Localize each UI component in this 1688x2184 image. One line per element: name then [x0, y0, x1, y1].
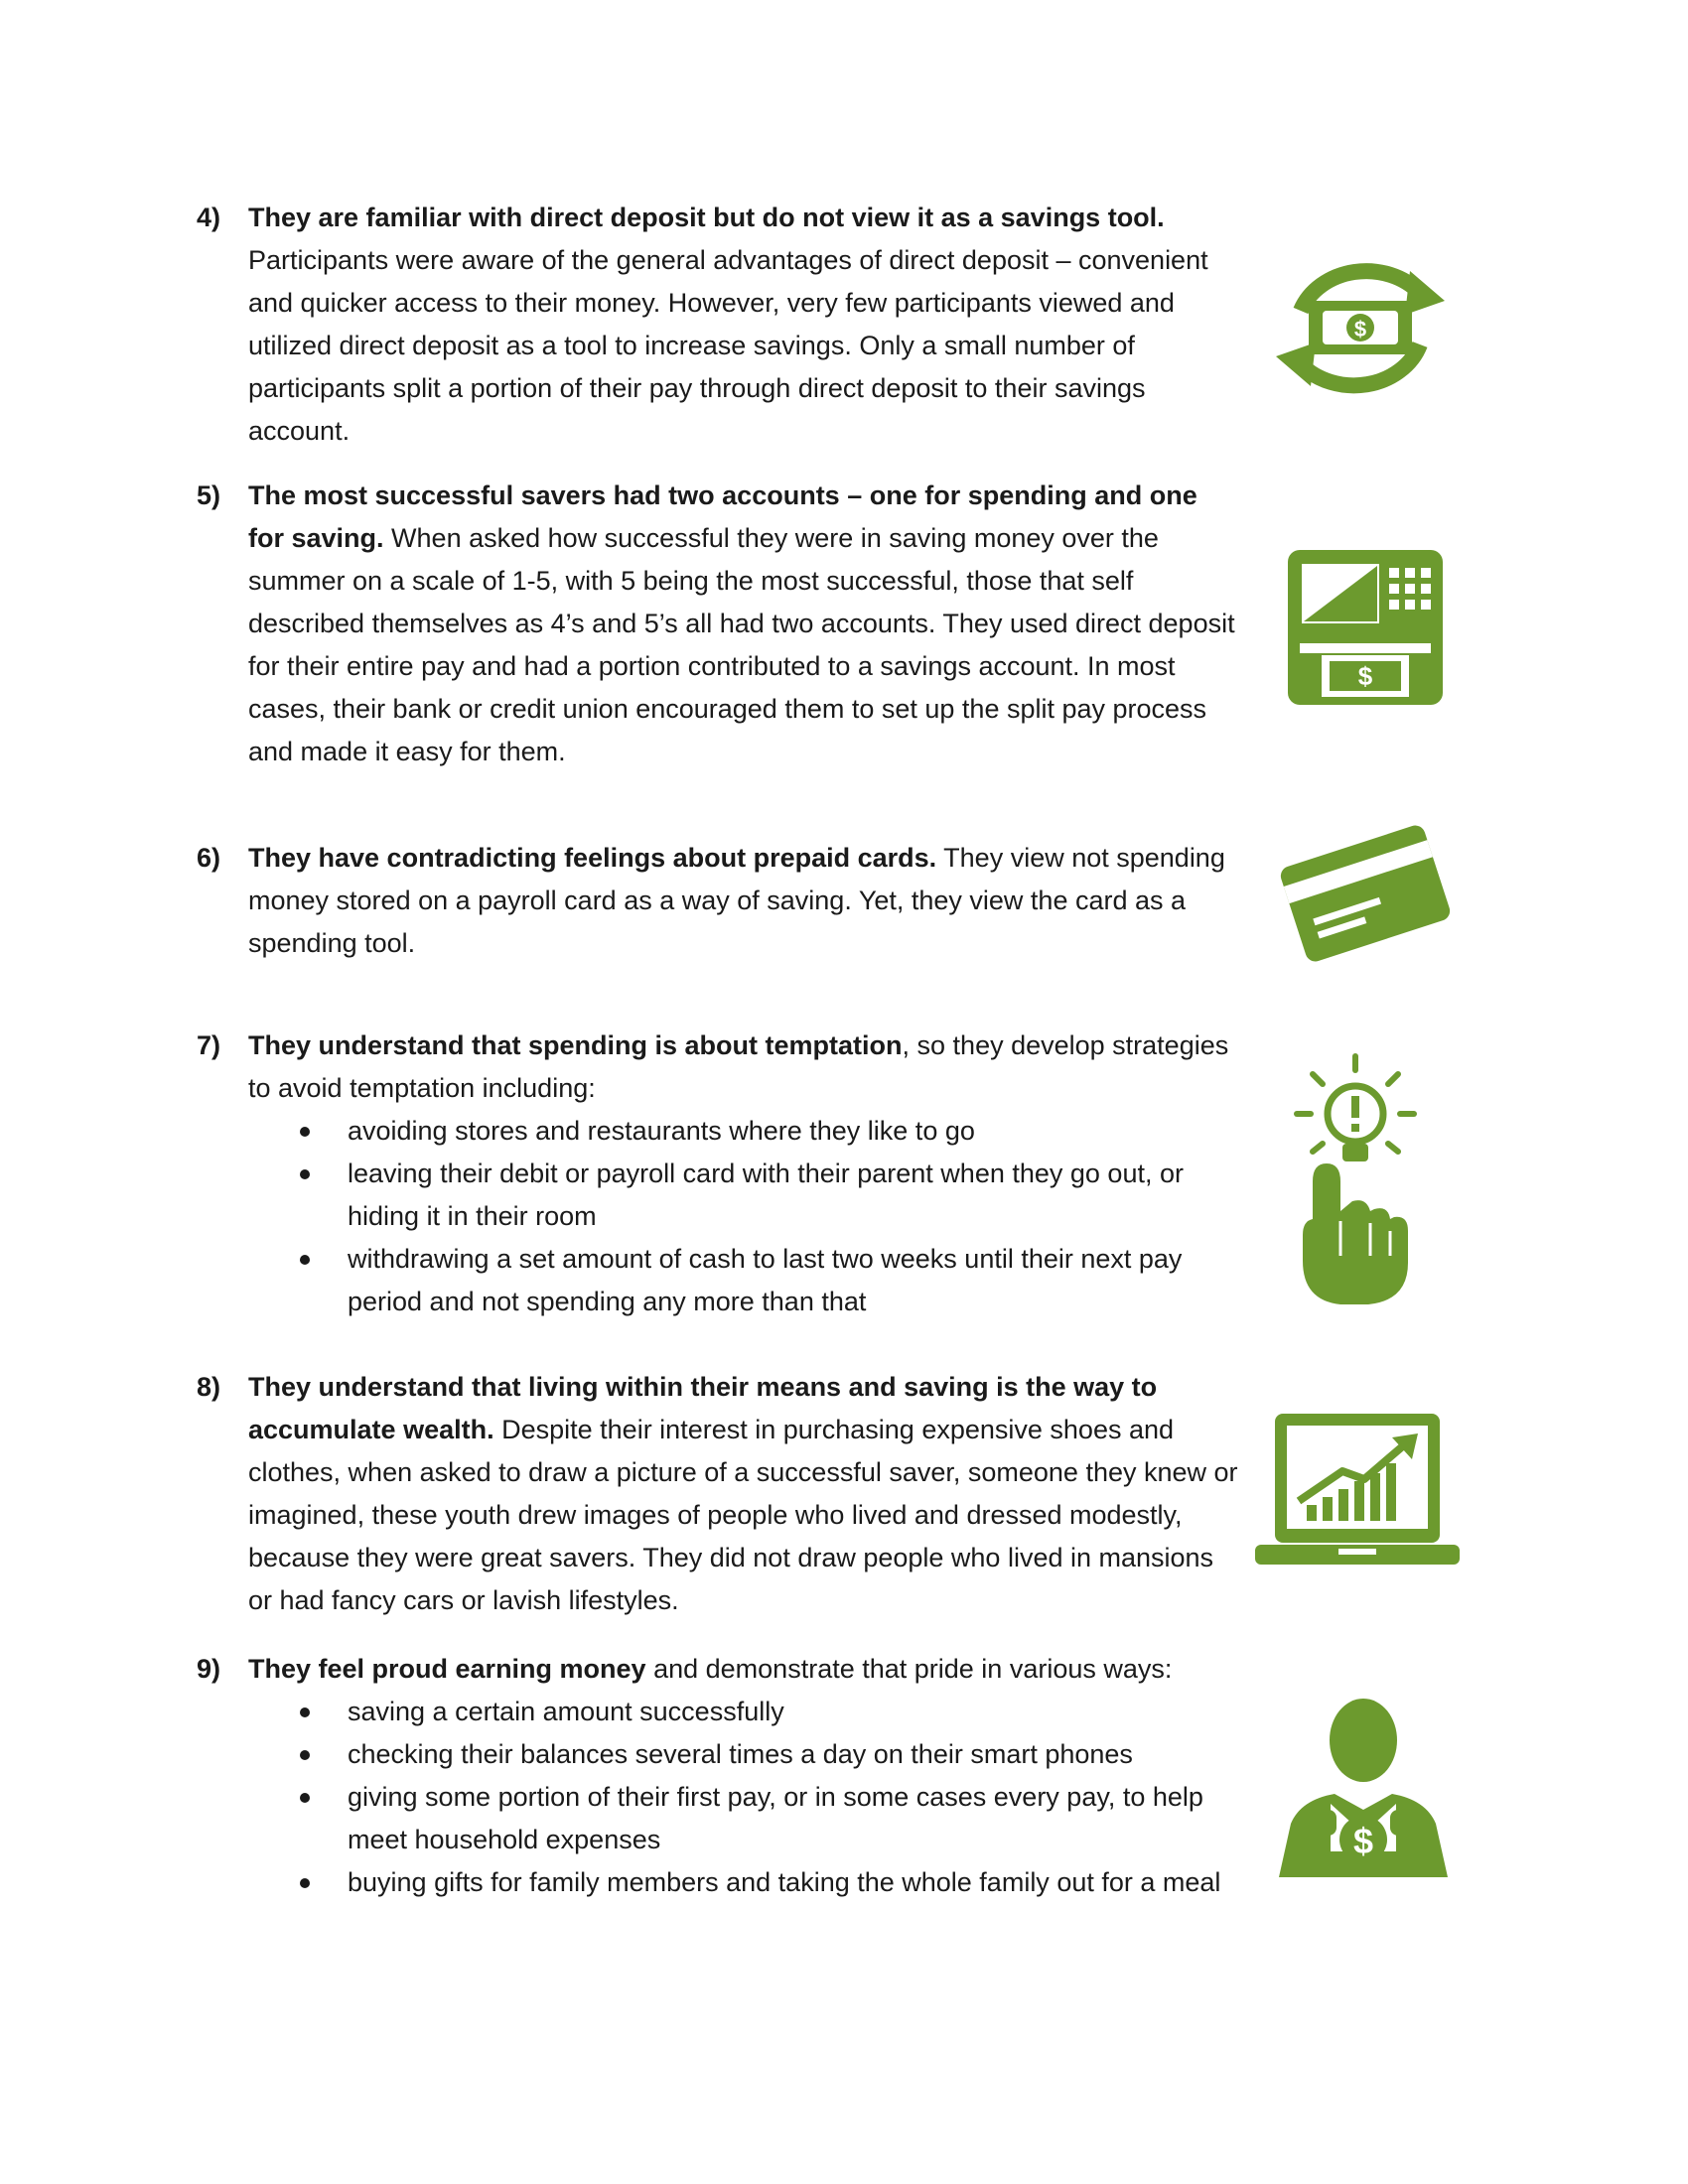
item-heading: They have contradicting feelings about prepaid cards. [248, 843, 937, 873]
item-number: 9) [197, 1654, 221, 1684]
money-cycle-icon [1261, 253, 1460, 402]
item-text: They view not spending money stored on a payroll card as a way of saving. Yet, they view the card as a spending tool. [248, 843, 1225, 958]
list-item: leaving their debit or payroll card with their parent when they go out, or hiding it in their room [248, 1153, 1239, 1238]
finding-item-9 [197, 1648, 1239, 1904]
bullet-list [248, 1110, 1239, 1323]
bullet-dot [300, 1878, 310, 1888]
item-number: 4) [197, 203, 221, 232]
item-body [248, 1366, 1239, 1622]
bullet-dot [300, 1750, 310, 1760]
item-text: and demonstrate that pride in various ways: [653, 1654, 1173, 1684]
bullet-dot [300, 1169, 310, 1179]
item-body [248, 1024, 1239, 1110]
item-heading: The most successful savers had two accounts – one for spending and one for saving. [248, 480, 1197, 553]
list-item: buying gifts for family members and taking the whole family out for a meal [248, 1861, 1239, 1904]
item-text: Despite their interest in purchasing expensive shoes and clothes, when asked to draw a picture of a successful saver, someone they knew or imagined, these youth drew images of people who lived and dressed modestly, because they were great savers. They did not draw people who lived in mansions or had fancy cars or lavish lifestyles. [248, 1415, 1238, 1615]
item-number: 6) [197, 843, 221, 873]
item-heading: They understand that spending is about temptation [248, 1030, 903, 1060]
item-heading: They feel proud earning money [248, 1654, 646, 1684]
item-body [248, 837, 1239, 965]
bullet-list [248, 1691, 1239, 1904]
list-item: saving a certain amount successfully [248, 1691, 1239, 1733]
bullet-dot [300, 1127, 310, 1137]
bullet-dot [300, 1707, 310, 1717]
finding-item-7 [197, 1024, 1239, 1323]
bullet-dot [300, 1793, 310, 1803]
finding-item-6 [197, 837, 1239, 965]
list-item: checking their balances several times a day on their smart phones [248, 1733, 1239, 1776]
laptop-chart-icon [1253, 1410, 1462, 1569]
list-item: giving some portion of their first pay, or in some cases every pay, to help meet household expenses [248, 1776, 1239, 1861]
credit-card-icon [1276, 824, 1455, 963]
list-item: avoiding stores and restaurants where they like to go [248, 1110, 1239, 1153]
item-body [248, 475, 1239, 773]
svg-text:$: $ [1352, 1821, 1374, 1861]
item-text: Participants were aware of the general advantages of direct deposit – convenient and quicker access to their money. However, very few participants viewed and utilized direct deposit as a tool to increase savings. Only a small number of participants split a portion of their pay through direct deposit to their savings account. [248, 245, 1208, 446]
proud-saver-icon [1269, 1693, 1458, 1881]
svg-text:$: $ [1357, 661, 1373, 691]
atm-icon [1286, 548, 1445, 707]
item-number: 5) [197, 480, 221, 510]
item-number: 8) [197, 1372, 221, 1402]
item-body [248, 1648, 1239, 1691]
item-heading: They are familiar with direct deposit but do not view it as a savings tool. [248, 203, 1165, 232]
finding-item-5 [197, 475, 1239, 773]
item-body [248, 197, 1239, 453]
item-number: 7) [197, 1030, 221, 1060]
list-item: withdrawing a set amount of cash to last two weeks until their next pay period and not spending any more than that [248, 1238, 1239, 1323]
item-text: , so they develop strategies to avoid temptation including: [248, 1030, 1229, 1103]
finding-item-8 [197, 1366, 1239, 1622]
item-heading: They understand that living within their means and saving is the way to accumulate wealth. [248, 1372, 1158, 1444]
finding-item-4 [197, 197, 1239, 453]
svg-text:$: $ [1353, 317, 1367, 341]
bullet-dot [300, 1255, 310, 1265]
idea-hand-icon [1291, 1052, 1420, 1310]
item-text: When asked how successful they were in saving money over the summer on a scale of 1-5, with 5 being the most successful, those that self described themselves as 4’s and 5’s all had two accounts. They used direct deposit for their entire pay and had a portion contributed to a savings account. In most cases, their bank or credit union encouraged them to set up the split pay process and made it easy for them. [248, 523, 1235, 766]
